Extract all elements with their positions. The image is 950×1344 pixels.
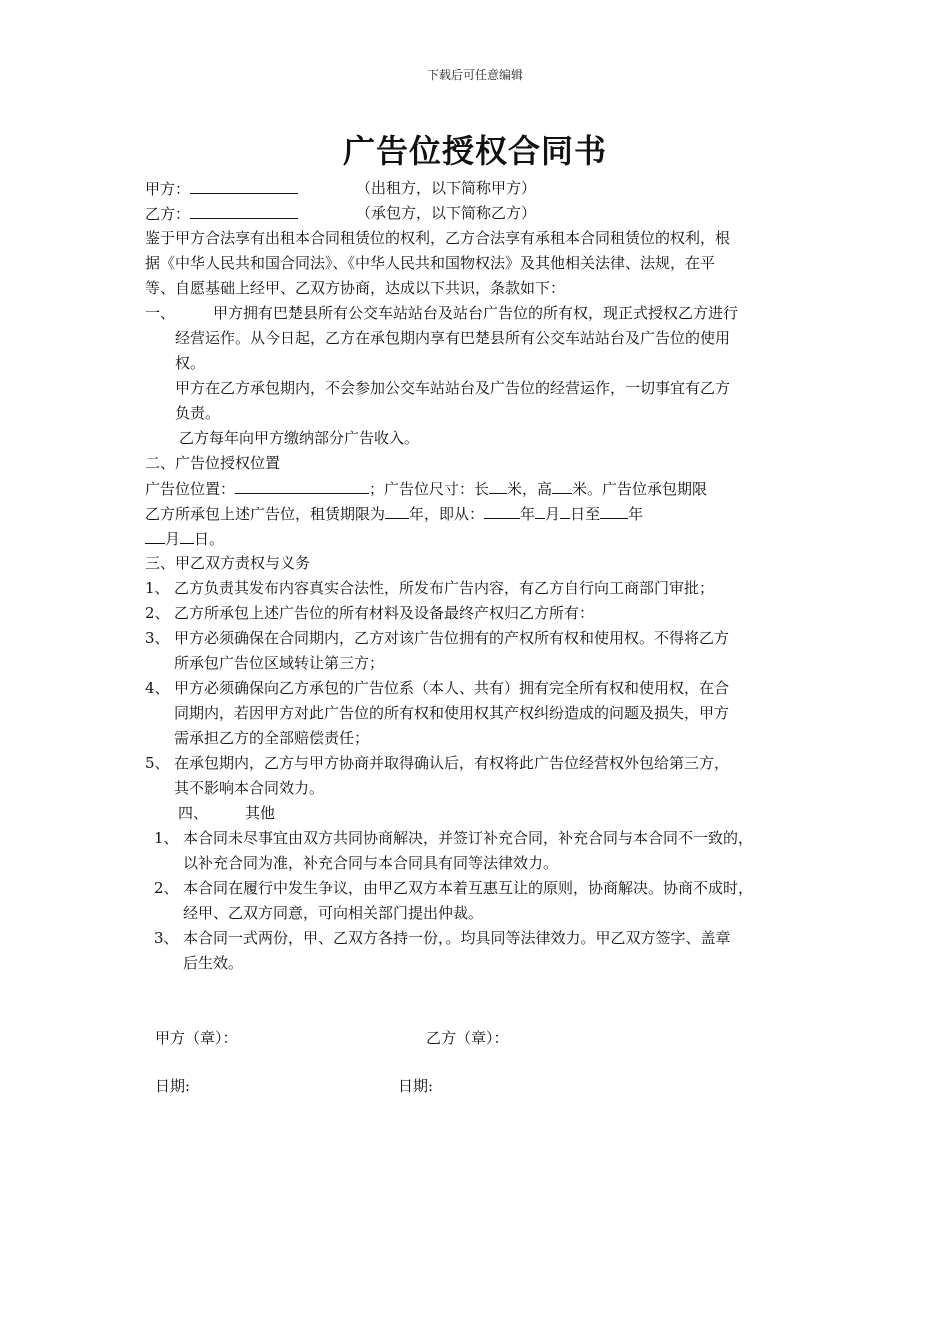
preamble-line: 鉴于甲方合法享有出租本合同租赁位的权利，乙方合法享有承租本合同租赁位的权利，根 bbox=[145, 229, 731, 247]
section1-line: 权。 bbox=[175, 354, 206, 372]
section4-heading: 其他 bbox=[245, 804, 276, 822]
clause-line: 经甲、乙双方同意，可向相关部门提出仲裁。 bbox=[183, 904, 484, 922]
clause-number: 2、 bbox=[145, 604, 170, 622]
ad-position-label: 广告位位置： bbox=[145, 480, 236, 498]
clause-number: 3、 bbox=[145, 629, 170, 647]
lease-end-line bbox=[145, 528, 224, 549]
end-year-blank bbox=[600, 503, 628, 519]
party-a-seal: 甲方（章）： bbox=[155, 1029, 238, 1047]
month-text: 月 bbox=[545, 505, 561, 523]
clause-line: 所承包广告位区域转让第三方； bbox=[174, 654, 385, 672]
clause-number: 1、 bbox=[154, 829, 179, 847]
lease-text: 乙方所承包上述广告位，租赁期限为 bbox=[145, 505, 386, 523]
contract-title: 广告位授权合同书 bbox=[342, 132, 607, 170]
clause-line: 同期内，若因甲方对此广告位的所有权和使用权其产权纠纷造成的问题及损失，甲方 bbox=[174, 704, 730, 722]
year-from-text: 年，即从： bbox=[409, 505, 485, 523]
ad-size-text: ；广告位尺寸：长 bbox=[369, 480, 490, 498]
clause-line: 后生效。 bbox=[183, 954, 244, 972]
party-b-line bbox=[145, 203, 298, 224]
length-blank bbox=[489, 478, 507, 494]
section4-number: 四、 bbox=[178, 804, 209, 822]
clause-number: 1、 bbox=[145, 579, 170, 597]
start-year-blank bbox=[484, 503, 520, 519]
section3-heading: 三、甲乙双方责权与义务 bbox=[145, 554, 311, 572]
clause-number: 3、 bbox=[154, 929, 179, 947]
year2-text: 年 bbox=[628, 505, 644, 523]
day-end-text: 日。 bbox=[194, 530, 225, 548]
clause-line: 其不影响本合同效力。 bbox=[174, 779, 325, 797]
clause-line: 乙方负责其发布内容真实合法性，所发布广告内容，有乙方自行向工商部门审批； bbox=[174, 579, 715, 597]
start-day-blank bbox=[560, 503, 570, 519]
party-b-note: （承包方，以下简称乙方） bbox=[356, 204, 537, 222]
party-a-date: 日期: bbox=[155, 1077, 191, 1095]
header-note: 下载后可任意编辑 bbox=[426, 68, 523, 82]
clause-number: 2、 bbox=[154, 879, 179, 897]
section1-number: 一、 bbox=[145, 304, 176, 322]
clause-line: 需承担乙方的全部赔偿责任； bbox=[174, 729, 370, 747]
clause-line: 乙方所承包上述广告位的所有材料及设备最终产权归乙方所有： bbox=[174, 604, 595, 622]
ad-position-blank bbox=[235, 478, 369, 494]
section1-line: 甲方在乙方承包期内，不会参加公交车站站台及广告位的经营运作，一切事宜有乙方 bbox=[175, 379, 731, 397]
party-a-line bbox=[145, 178, 298, 199]
clause-line: 甲方必须确保在合同期内，乙方对该广告位拥有的产权所有权和使用权。不得将乙方 bbox=[174, 629, 730, 647]
section1-line: 甲方拥有巴楚县所有公交车站站台及站台广告位的所有权，现正式授权乙方进行 bbox=[213, 304, 739, 322]
clause-line: 本合同一式两份，甲、乙双方各持一份，。均具同等法律效力。甲乙双方签字、盖章 bbox=[183, 929, 731, 947]
lease-years-blank bbox=[385, 503, 409, 519]
clause-number: 4、 bbox=[145, 679, 170, 697]
preamble-line: 据《中华人民共和国合同法》、《中华人民共和国物权法》及其他相关法律、法规，在平 bbox=[145, 254, 716, 272]
ad-position-line bbox=[145, 478, 707, 499]
height-blank bbox=[552, 478, 572, 494]
party-a-label: 甲方： bbox=[145, 180, 191, 198]
year-text: 年 bbox=[520, 505, 536, 523]
month2-text: 月 bbox=[165, 530, 181, 548]
section1-line: 经营运作。从今日起，乙方在承包期内享有巴楚县所有公交车站站台及广告位的使用 bbox=[175, 329, 731, 347]
clause-line: 本合同在履行中发生争议，由甲乙双方本着互惠互让的原则，协商解决。协商不成时， bbox=[183, 879, 754, 897]
start-month-blank bbox=[535, 503, 545, 519]
day-to-text: 日至 bbox=[570, 505, 601, 523]
end-month-blank bbox=[145, 528, 165, 544]
clause-line: 本合同未尽事宜由双方共同协商解决，并签订补充合同，补充合同与本合同不一致的， bbox=[183, 829, 754, 847]
meter-high-text: 米，高 bbox=[507, 480, 553, 498]
clause-line: 甲方必须确保向乙方承包的广告位系（本人、共有）拥有完全所有权和使用权，在合 bbox=[174, 679, 730, 697]
party-a-blank bbox=[190, 178, 298, 194]
section1-line: 乙方每年向甲方缴纳部分广告收入。 bbox=[179, 429, 420, 447]
party-a-note: （出租方，以下简称甲方） bbox=[356, 179, 537, 197]
clause-number: 5、 bbox=[145, 754, 170, 772]
party-b-blank bbox=[190, 203, 298, 219]
preamble-line: 等、自愿基础上经甲、乙双方协商，达成以下共识，条款如下： bbox=[145, 279, 566, 297]
section1-line: 负责。 bbox=[175, 404, 221, 422]
lease-line bbox=[145, 503, 643, 524]
end-day-blank bbox=[180, 528, 194, 544]
party-b-seal: 乙方（章）： bbox=[426, 1029, 509, 1047]
party-b-date: 日期: bbox=[398, 1077, 434, 1095]
party-b-label: 乙方： bbox=[145, 205, 191, 223]
clause-line: 以补充合同为准，补充合同与本合同具有同等法律效力。 bbox=[183, 854, 559, 872]
section2-heading: 二、广告位授权位置 bbox=[145, 454, 281, 472]
clause-line: 在承包期内，乙方与甲方协商并取得确认后，有权将此广告位经营权外包给第三方， bbox=[174, 754, 730, 772]
meter-end-text: 米。广告位承包期限 bbox=[572, 480, 708, 498]
